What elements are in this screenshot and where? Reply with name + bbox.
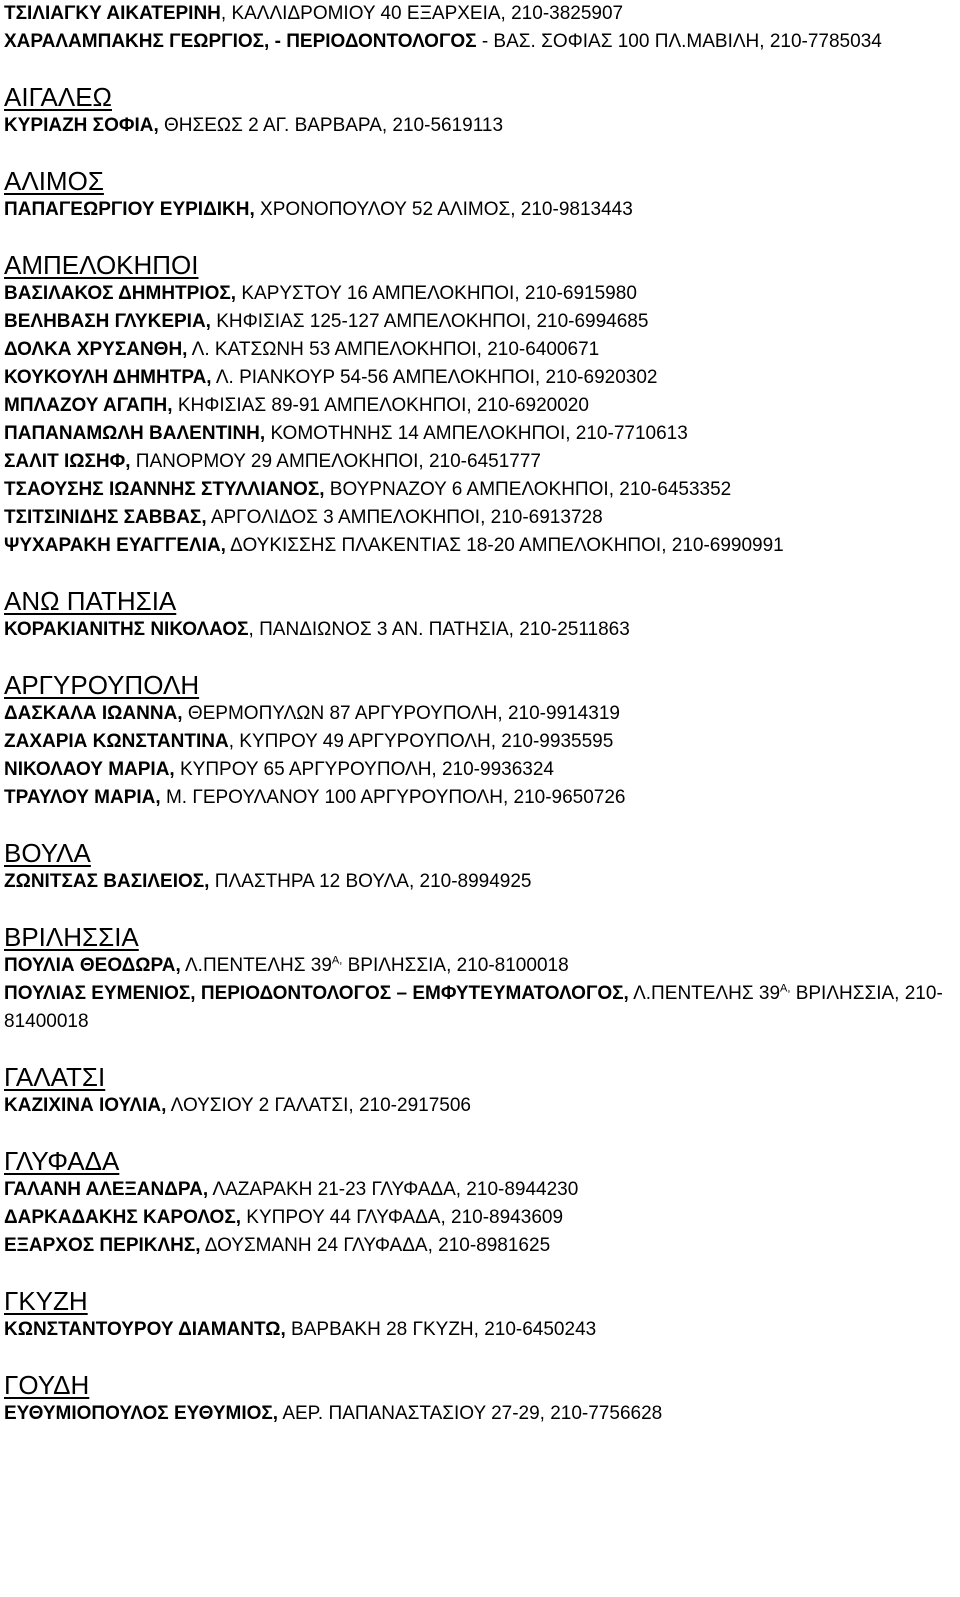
section-spacer xyxy=(4,644,956,670)
dentist-entry xyxy=(4,0,956,28)
dentist-entry xyxy=(4,448,956,476)
dentist-entry xyxy=(4,1232,956,1260)
dentist-address-phone-cont: ΒΡΙΛΗΣΣΙΑ, 210-8100018 xyxy=(342,955,569,976)
section-4 xyxy=(4,560,956,644)
dentist-name: ΠΑΠΑΝΑΜΩΛΗ ΒΑΛΕΝΤΙΝΗ, xyxy=(4,423,266,444)
dentist-name: ΕΥΘΥΜΙΟΠΟΥΛΟΣ ΕΥΘΥΜΙΟΣ, xyxy=(4,1403,279,1424)
dentist-name: ΓΑΛΑΝΗ ΑΛΕΞΑΝΔΡΑ, xyxy=(4,1179,209,1200)
dentist-name: ΤΣΙΤΣΙΝΙΔΗΣ ΣΑΒΒΑΣ, xyxy=(4,507,207,528)
section-spacer xyxy=(4,1344,956,1370)
dentist-name: ΠΟΥΛΙΑ ΘΕΟΔΩΡΑ, xyxy=(4,955,181,976)
section-6 xyxy=(4,812,956,896)
dentist-address-phone: ΠΑΝΟΡΜΟΥ 29 ΑΜΠΕΛΟΚΗΠΟΙ, 210-6451777 xyxy=(130,451,541,472)
dentist-name: ΜΠΛΑΖΟΥ ΑΓΑΠΗ, xyxy=(4,395,173,416)
dentist-name: ΣΑΛΙΤ ΙΩΣΗΦ, xyxy=(4,451,131,472)
dentist-name: ΧΑΡΑΛΑΜΠΑΚΗΣ ΓΕΩΡΓΙΟΣ, - ΠΕΡΙΟΔΟΝΤΟΛΟΓΟΣ xyxy=(4,31,477,52)
dentist-name: ΔΑΣΚΑΛΑ ΙΩΑΝΝΑ, xyxy=(4,703,183,724)
dentist-name: ΒΑΣΙΛΑΚΟΣ ΔΗΜΗΤΡΙΟΣ, xyxy=(4,283,237,304)
dentist-entry xyxy=(4,420,956,448)
section-spacer xyxy=(4,1260,956,1286)
dentist-address-phone: ΔΟΥΣΜΑΝΗ 24 ΓΛΥΦΑΔΑ, 210-8981625 xyxy=(200,1235,551,1256)
section-spacer xyxy=(4,896,956,922)
dentist-entry xyxy=(4,1176,956,1204)
dentist-entry xyxy=(4,868,956,896)
dentist-entry xyxy=(4,280,956,308)
dentist-name: ΚΑΖΙΧΙΝΑ ΙΟΥΛΙΑ, xyxy=(4,1095,167,1116)
section-spacer xyxy=(4,560,956,586)
dentist-name: ΤΡΑΥΛΟΥ ΜΑΡΙΑ, xyxy=(4,787,161,808)
section-0 xyxy=(4,0,956,56)
dentist-address-phone-cont: ΒΡΙΛΗΣΣΙΑ, 210-81400018 xyxy=(4,983,943,1032)
dentist-address-phone: ΚΥΠΡΟΥ 65 ΑΡΓΥΡΟΥΠΟΛΗ, 210-9936324 xyxy=(174,759,554,780)
dentist-address-phone: ΘΕΡΜΟΠΥΛΩΝ 87 ΑΡΓΥΡΟΥΠΟΛΗ, 210-9914319 xyxy=(182,703,620,724)
dentist-address-phone: ΚΥΠΡΟΥ 44 ΓΛΥΦΑΔΑ, 210-8943609 xyxy=(241,1207,564,1228)
dentist-name: ΝΙΚΟΛΑΟΥ ΜΑΡΙΑ, xyxy=(4,759,175,780)
dentist-entry xyxy=(4,1092,956,1120)
dentist-entry xyxy=(4,308,956,336)
section-1 xyxy=(4,56,956,140)
section-spacer xyxy=(4,812,956,838)
dentist-address-phone: ΛΟΥΣΙΟΥ 2 ΓΑΛΑΤΣΙ, 210-2917506 xyxy=(166,1095,471,1116)
section-5 xyxy=(4,644,956,812)
area-heading: ΒΟΥΛΑ xyxy=(4,838,91,868)
dentist-name: ΖΑΧΑΡΙΑ ΚΩΝΣΤΑΝΤΙΝΑ xyxy=(4,731,229,752)
section-10 xyxy=(4,1260,956,1344)
dentist-entry xyxy=(4,504,956,532)
dentist-address-phone: Λ.ΠΕΝΤΕΛΗΣ 39 xyxy=(180,955,332,976)
area-heading: ΓΟΥΔΗ xyxy=(4,1370,90,1400)
dentist-address-phone: Λ. ΚΑΤΣΩΝΗ 53 ΑΜΠΕΛΟΚΗΠΟΙ, 210-6400671 xyxy=(187,339,600,360)
dentist-name: ΤΣΑΟΥΣΗΣ ΙΩΑΝΝΗΣ ΣΤΥΛΛΙΑΝΟΣ, xyxy=(4,479,325,500)
area-heading: ΓΑΛΑΤΣΙ xyxy=(4,1062,106,1092)
dentist-name: ΖΩΝΙΤΣΑΣ ΒΑΣΙΛΕΙΟΣ, xyxy=(4,871,210,892)
address-superscript: Α, xyxy=(331,954,343,967)
area-heading: ΑΜΠΕΛΟΚΗΠΟΙ xyxy=(4,250,199,280)
dentist-entry xyxy=(4,728,956,756)
area-heading: ΓΚΥΖΗ xyxy=(4,1286,88,1316)
address-superscript: Α, xyxy=(780,982,791,995)
dentist-address-phone: ΒΟΥΡΝΑΖΟΥ 6 ΑΜΠΕΛΟΚΗΠΟΙ, 210-6453352 xyxy=(324,479,732,500)
dentist-entry xyxy=(4,532,956,560)
dentist-address-phone: ΘΗΣΕΩΣ 2 ΑΓ. ΒΑΡΒΑΡΑ, 210-5619113 xyxy=(158,115,504,136)
dentist-entry xyxy=(4,1204,956,1232)
area-heading: ΒΡΙΛΗΣΣΙΑ xyxy=(4,922,139,952)
section-spacer xyxy=(4,1120,956,1146)
section-9 xyxy=(4,1120,956,1260)
area-heading: ΑΛΙΜΟΣ xyxy=(4,166,104,196)
section-spacer xyxy=(4,224,956,250)
dentist-entry xyxy=(4,1316,956,1344)
dentist-entry xyxy=(4,476,956,504)
dentist-address-phone: ΔΟΥΚΙΣΣΗΣ ΠΛΑΚΕΝΤΙΑΣ 18-20 ΑΜΠΕΛΟΚΗΠΟΙ, 210-6990991 xyxy=(225,535,784,556)
dentist-address-phone: ΧΡΟΝΟΠΟΥΛΟΥ 52 ΑΛΙΜΟΣ, 210-9813443 xyxy=(254,199,633,220)
dentist-address-phone: Λ.ΠΕΝΤΕΛΗΣ 39 xyxy=(628,983,781,1004)
dentist-entry xyxy=(4,952,956,980)
dentist-address-phone: - ΒΑΣ. ΣΟΦΙΑΣ 100 ΠΛ.ΜΑΒΙΛΗ, 210-7785034 xyxy=(476,31,882,52)
dentist-entry xyxy=(4,756,956,784)
dentist-address-phone: ΑΕΡ. ΠΑΠΑΝΑΣΤΑΣΙΟΥ 27-29, 210-7756628 xyxy=(278,1403,663,1424)
dentist-entry xyxy=(4,700,956,728)
dentist-address-phone: ΑΡΓΟΛΙΔΟΣ 3 ΑΜΠΕΛΟΚΗΠΟΙ, 210-6913728 xyxy=(206,507,603,528)
section-11 xyxy=(4,1344,956,1428)
dentist-entry xyxy=(4,1400,956,1428)
dentist-entry xyxy=(4,980,956,1036)
dentist-entry xyxy=(4,616,956,644)
dentist-name: ΨΥΧΑΡΑΚΗ ΕΥΑΓΓΕΛΙΑ, xyxy=(4,535,226,556)
section-2 xyxy=(4,140,956,224)
dentist-address-phone: ΚΗΦΙΣΙΑΣ 89-91 ΑΜΠΕΛΟΚΗΠΟΙ, 210-6920020 xyxy=(172,395,589,416)
section-7 xyxy=(4,896,956,1036)
dentist-entry xyxy=(4,392,956,420)
dentist-address-phone: ΠΛΑΣΤΗΡΑ 12 ΒΟΥΛΑ, 210-8994925 xyxy=(209,871,532,892)
dentist-address-phone: ΚΗΦΙΣΙΑΣ 125-127 ΑΜΠΕΛΟΚΗΠΟΙ, 210-6994685 xyxy=(210,311,649,332)
section-spacer xyxy=(4,56,956,82)
dentist-name: ΚΟΡΑΚΙΑΝΙΤΗΣ ΝΙΚΟΛΑΟΣ xyxy=(4,619,249,640)
dentist-address-phone: , ΚΑΛΛΙΔΡΟΜΙΟΥ 40 ΕΞΑΡΧΕΙΑ, 210-3825907 xyxy=(220,3,624,24)
dentist-name: ΚΩΝΣΤΑΝΤΟΥΡΟΥ ΔΙΑΜΑΝΤΩ, xyxy=(4,1319,286,1340)
dentist-name: ΚΥΡΙΑΖΗ ΣΟΦΙΑ, xyxy=(4,115,159,136)
section-8 xyxy=(4,1036,956,1120)
dentist-name: ΔΟΛΚΑ ΧΡΥΣΑΝΘΗ, xyxy=(4,339,188,360)
dentist-address-phone: , ΚΥΠΡΟΥ 49 ΑΡΓΥΡΟΥΠΟΛΗ, 210-9935595 xyxy=(228,731,614,752)
dentist-name: ΚΟΥΚΟΥΛΗ ΔΗΜΗΤΡΑ, xyxy=(4,367,212,388)
dentist-address-phone: ΚΟΜΟΤΗΝΗΣ 14 ΑΜΠΕΛΟΚΗΠΟΙ, 210-7710613 xyxy=(265,423,688,444)
area-heading: ΑΡΓΥΡΟΥΠΟΛΗ xyxy=(4,670,200,700)
dentist-entry xyxy=(4,112,956,140)
dentist-address-phone: ΚΑΡΥΣΤΟΥ 16 ΑΜΠΕΛΟΚΗΠΟΙ, 210-6915980 xyxy=(236,283,637,304)
dentist-name: ΒΕΛΗΒΑΣΗ ΓΛΥΚΕΡΙΑ, xyxy=(4,311,211,332)
dentist-name: ΠΟΥΛΙΑΣ ΕΥΜΕΝΙΟΣ, ΠΕΡΙΟΔΟΝΤΟΛΟΓΟΣ – ΕΜΦΥΤΕΥΜΑΤΟΛΟΓΟΣ, xyxy=(4,983,629,1004)
dentist-entry xyxy=(4,784,956,812)
dentist-name: ΤΣΙΛΙΑΓΚΥ ΑΙΚΑΤΕΡΙΝΗ xyxy=(4,3,221,24)
dentist-entry xyxy=(4,28,956,56)
dentist-entry xyxy=(4,364,956,392)
section-spacer xyxy=(4,140,956,166)
dentist-address-phone: , ΠΑΝΔΙΩΝΟΣ 3 ΑΝ. ΠΑΤΗΣΙΑ, 210-2511863 xyxy=(248,619,630,640)
dentist-address-phone: ΛΑΖΑΡΑΚΗ 21-23 ΓΛΥΦΑΔΑ, 210-8944230 xyxy=(208,1179,579,1200)
dentist-address-phone: Λ. ΡΙΑΝΚΟΥΡ 54-56 ΑΜΠΕΛΟΚΗΠΟΙ, 210-6920302 xyxy=(211,367,658,388)
area-heading: ΑΙΓΑΛΕΩ xyxy=(4,82,112,112)
dentist-name: ΠΑΠΑΓΕΩΡΓΙΟΥ ΕΥΡΙΔΙΚΗ, xyxy=(4,199,255,220)
area-heading: ΑΝΩ ΠΑΤΗΣΙΑ xyxy=(4,586,177,616)
dentist-entry xyxy=(4,336,956,364)
dentist-entry xyxy=(4,196,956,224)
section-spacer xyxy=(4,1036,956,1062)
dentist-name: ΔΑΡΚΑΔΑΚΗΣ ΚΑΡΟΛΟΣ, xyxy=(4,1207,241,1228)
dentist-address-phone: ΒΑΡΒΑΚΗ 28 ΓΚΥΖΗ, 210-6450243 xyxy=(285,1319,597,1340)
dentist-address-phone: Μ. ΓΕΡΟΥΛΑΝΟΥ 100 ΑΡΓΥΡΟΥΠΟΛΗ, 210-9650726 xyxy=(160,787,626,808)
dentist-name: ΕΞΑΡΧΟΣ ΠΕΡΙΚΛΗΣ, xyxy=(4,1235,201,1256)
area-heading: ΓΛΥΦΑΔΑ xyxy=(4,1146,120,1176)
section-3 xyxy=(4,224,956,560)
